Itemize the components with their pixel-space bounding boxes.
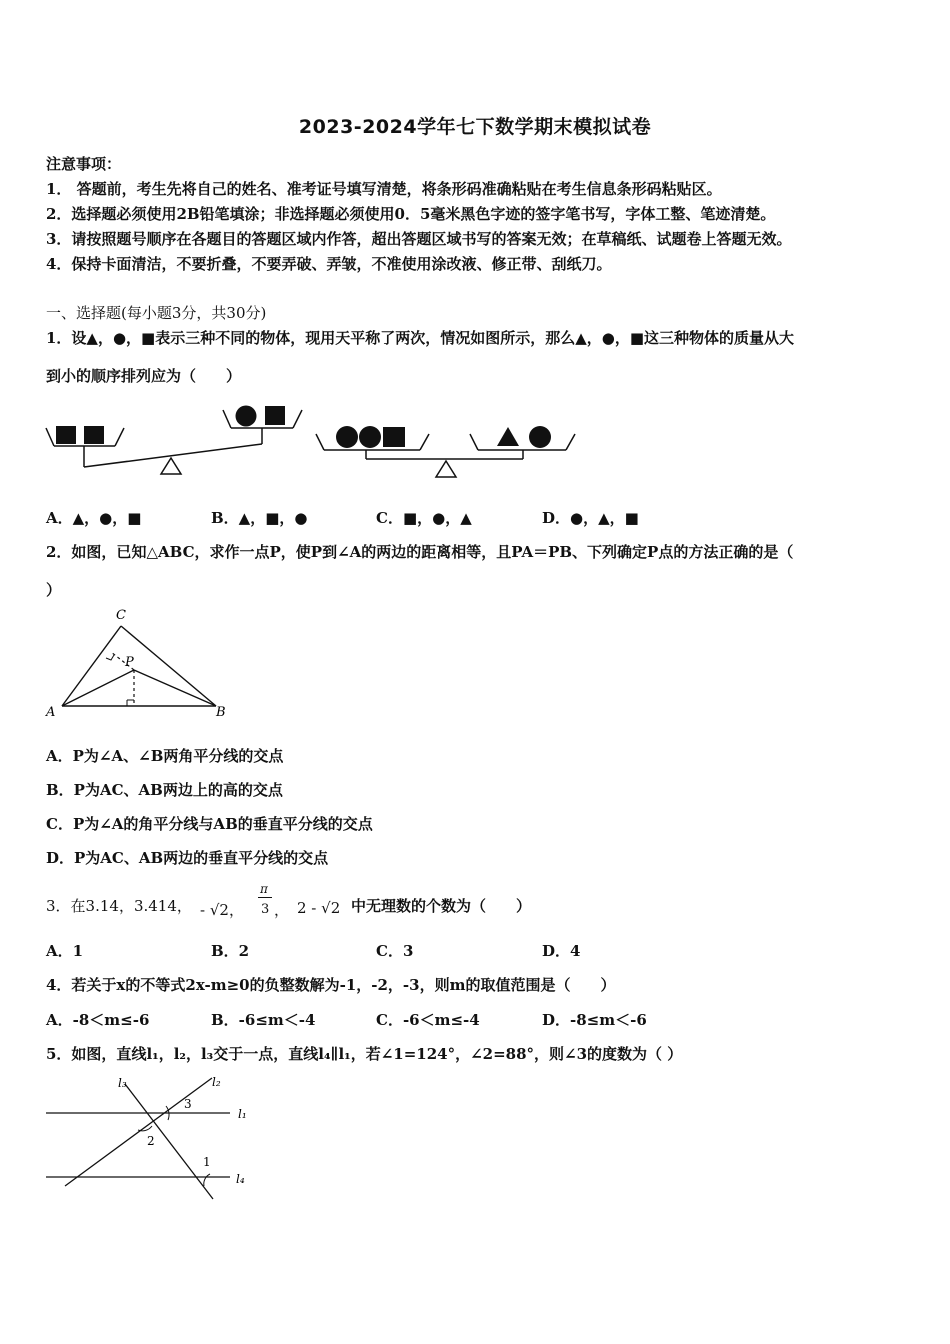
vertex-label-b: B <box>216 705 226 720</box>
vertex-label-a: A <box>46 705 56 720</box>
option-c: C．P为∠A的角平分线与AB的垂直平分线的交点 <box>46 815 373 833</box>
option-a: A．-8＜m≤-6 <box>46 1011 150 1029</box>
math-pi: π <box>260 882 268 896</box>
line-label-l4: l₄ <box>236 1172 245 1186</box>
option-c: C．-6＜m≤-4 <box>376 1011 480 1029</box>
math-two-minus-sqrt2: 2 - √2 <box>297 899 341 917</box>
option-c: C．■，●，▲ <box>376 509 472 527</box>
square-shape <box>84 426 104 444</box>
page-title: 2023-2024学年七下数学期末模拟试卷 <box>298 116 652 138</box>
square-shape <box>56 426 76 444</box>
square-shape <box>383 427 405 447</box>
option-a: A．P为∠A、∠B两角平分线的交点 <box>46 747 284 765</box>
question-4-text: 4．若关于x的不等式2x-m≥0的负整数解为-1，-2，-3，则m的取值范围是（ ） <box>46 976 616 994</box>
math-neg-sqrt2: - √2， <box>200 901 244 919</box>
notice-item: 1． 答题前，考生先将自己的姓名、准考证号填写清楚，将条形码准确粘贴在考生信息条形码粘贴区。 <box>46 180 722 198</box>
notice-item: 3．请按照题号顺序在各题目的答题区域内作答，超出答题区域书写的答案无效；在草稿纸、试题卷上答题无效。 <box>46 230 792 248</box>
math-separator: ， <box>274 901 290 919</box>
triangle-shape <box>497 427 519 446</box>
balance-scale-figure-2 <box>312 400 582 480</box>
question-2-text: 2．如图，已知△ABC，求作一点P，使P到∠A的两边的距离相等，且PA＝PB、下列确定P点的方法正确的是（ <box>46 543 794 561</box>
question-3-text: 3．在3.14，3.414， <box>46 897 192 915</box>
option-b: B．-6≤m＜-4 <box>211 1011 316 1029</box>
square-shape <box>265 406 285 425</box>
question-1-text: 1．设▲，●，■表示三种不同的物体，现用天平称了两次，情况如图所示，那么▲，●，■这三种物体的质量从大 <box>46 329 795 347</box>
option-b: B．P为AC、AB两边上的高的交点 <box>46 781 283 799</box>
line-label-l2: l₂ <box>212 1075 221 1089</box>
angle-label-3: 3 <box>184 1097 192 1111</box>
option-d: D．4 <box>542 942 581 960</box>
section-heading: 一、选择题(每小题3分，共30分) <box>46 304 267 322</box>
line-label-l3: l₃ <box>118 1076 127 1090</box>
circle-shape <box>529 426 551 448</box>
option-a: A．▲，●，■ <box>46 509 142 527</box>
notice-heading: 注意事项： <box>46 155 122 173</box>
option-d: D．●，▲，■ <box>542 509 639 527</box>
option-b: B．2 <box>211 942 250 960</box>
question-1-text-cont: 到小的顺序排列应为（ ） <box>46 367 242 385</box>
question-5-text: 5．如图，直线l₁，l₂，l₃交于一点，直线l₄∥l₁，若∠1=124°，∠2=88°，则∠3的度数为（ ） <box>46 1045 683 1063</box>
angle-label-2: 2 <box>147 1134 155 1148</box>
math-three: 3 <box>261 902 270 917</box>
balance-scale-figure-1 <box>40 400 310 480</box>
notice-item: 2．选择题必须使用2B铅笔填涂；非选择题必须使用0．5毫米黑色字迹的签字笔书写，字体工整、笔迹清楚。 <box>46 205 776 223</box>
option-d: D．P为AC、AB两边的垂直平分线的交点 <box>46 849 329 867</box>
question-2-text-cont: ） <box>46 581 62 599</box>
fraction-bar <box>258 897 272 898</box>
point-label-p: P <box>125 655 134 670</box>
question-3-text-suffix: 中无理数的个数为（ ） <box>351 897 532 915</box>
circle-shape <box>359 426 381 448</box>
notice-item: 4．保持卡面清洁，不要折叠，不要弄破、弄皱，不准使用涂改液、修正带、刮纸刀。 <box>46 255 612 273</box>
line-label-l1: l₁ <box>238 1107 247 1121</box>
vertex-label-c: C <box>116 608 126 623</box>
angle-label-1: 1 <box>203 1155 211 1169</box>
option-a: A．1 <box>46 942 84 960</box>
option-d: D．-8≤m＜-6 <box>542 1011 647 1029</box>
option-b: B．▲，■，● <box>211 509 308 527</box>
circle-shape <box>236 406 257 427</box>
triangle-figure <box>40 604 240 724</box>
option-c: C．3 <box>376 942 414 960</box>
circle-shape <box>336 426 358 448</box>
parallel-lines-figure <box>40 1066 270 1206</box>
